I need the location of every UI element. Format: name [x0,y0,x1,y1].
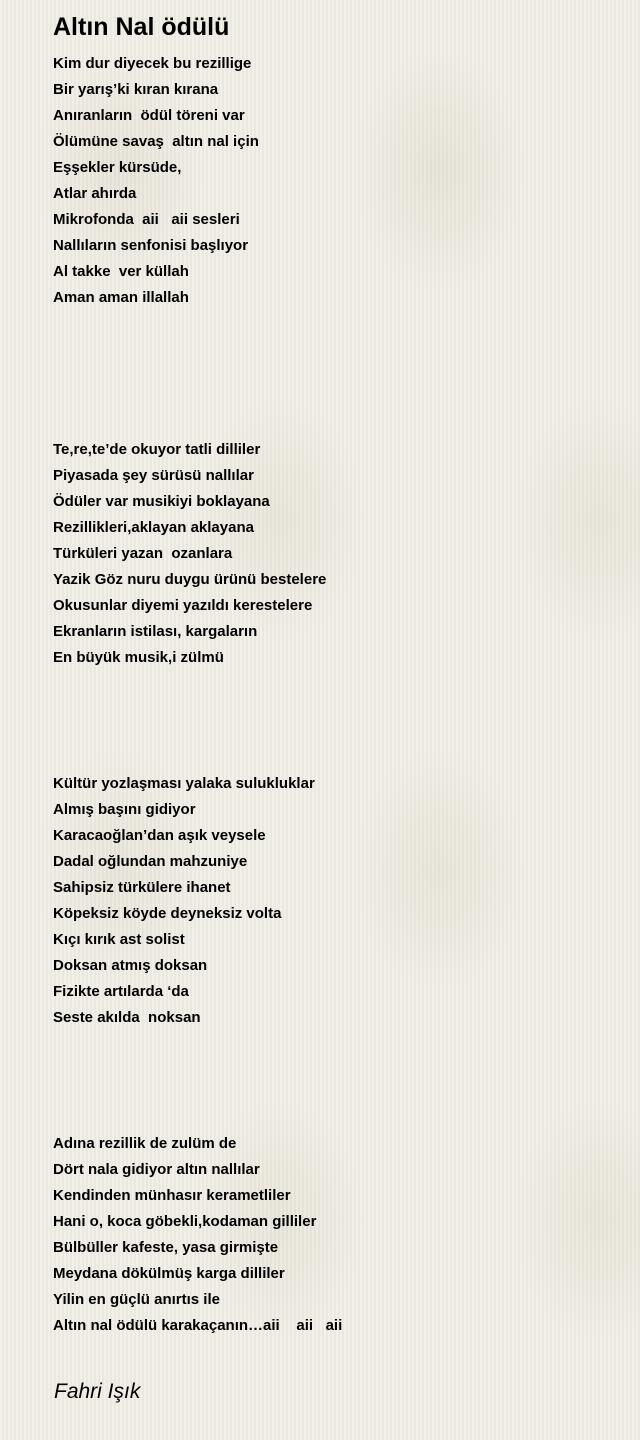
poem-line: Seste akılda noksan [53,1009,201,1026]
poem-line: Rezillikleri,aklayan aklayana [53,519,254,536]
poem-line: Köpeksiz köyde deyneksiz volta [53,905,282,922]
poem-line: Ödüler var musikiyi boklayana [53,493,270,510]
poem-line: En büyük musik,i zülmü [53,649,224,666]
poem-author: Fahri Işık [54,1380,141,1403]
poem-line: Dadal oğlundan mahzuniye [53,853,248,870]
poem-line: Kendinden münhasır kerametliler [53,1187,291,1204]
poem-line: Te,re,te’de okuyor tatli dilliler [53,441,261,458]
stanza-1 [53,51,259,311]
poem-line: Atlar ahırda [53,185,137,202]
poem-line: Altın nal ödülü karakaçanın…aii aii aii [53,1317,343,1334]
poem-line: Kıçı kırık ast solist [53,931,185,948]
poem-line: Yilin en güçlü anırtıs ile [53,1291,220,1308]
poem-line: Mikrofonda aii aii sesleri [53,211,240,228]
poem-line: Karacaoğlan’dan aşık veysele [53,827,266,844]
poem-line: Dört nala gidiyor altın nallılar [53,1161,260,1178]
poem-line: Piyasada şey sürüsü nallılar [53,467,254,484]
poem-line: Adına rezillik de zulüm de [53,1135,237,1152]
poem-line: Almış başını gidiyor [53,801,196,818]
poem-line: Eşşekler kürsüde, [53,159,182,176]
poem-line: Fizikte artılarda ‘da [53,983,189,1000]
poem-line: Nallıların senfonisi başlıyor [53,237,249,254]
poem-title: Altın Nal ödülü [53,13,230,41]
poem-line: Bir yarış’ki kıran kırana [53,81,219,98]
poem-line: Meydana dökülmüş karga dilliler [53,1265,285,1282]
poem-line: Türküleri yazan ozanlara [53,545,233,562]
poem-line: Ölümüne savaş altın nal için [53,133,259,150]
poem-line: Doksan atmış doksan [53,957,208,974]
poem-line: Aman aman illallah [53,289,189,306]
poem-line: Kim dur diyecek bu rezillige [53,55,252,72]
poem-line: Ekranların istilası, kargaların [53,623,258,640]
poem-line: Okusunlar diyemi yazıldı kerestelere [53,597,313,614]
stanza-3 [53,771,315,1031]
poem-line: Yazik Göz nuru duygu ürünü bestelere [53,571,327,588]
poem-line: Bülbüller kafeste, yasa girmişte [53,1239,279,1256]
stanza-2 [53,437,326,671]
poem-line: Anıranların ödül töreni var [53,107,245,124]
stanza-4 [53,1131,342,1339]
poem-line: Kültür yozlaşması yalaka sulukluklar [53,775,315,792]
poem-line: Sahipsiz türkülere ihanet [53,879,231,896]
poem-line: Hani o, koca göbekli,kodaman gilliler [53,1213,317,1230]
poem-line: Al takke ver küllah [53,263,189,280]
